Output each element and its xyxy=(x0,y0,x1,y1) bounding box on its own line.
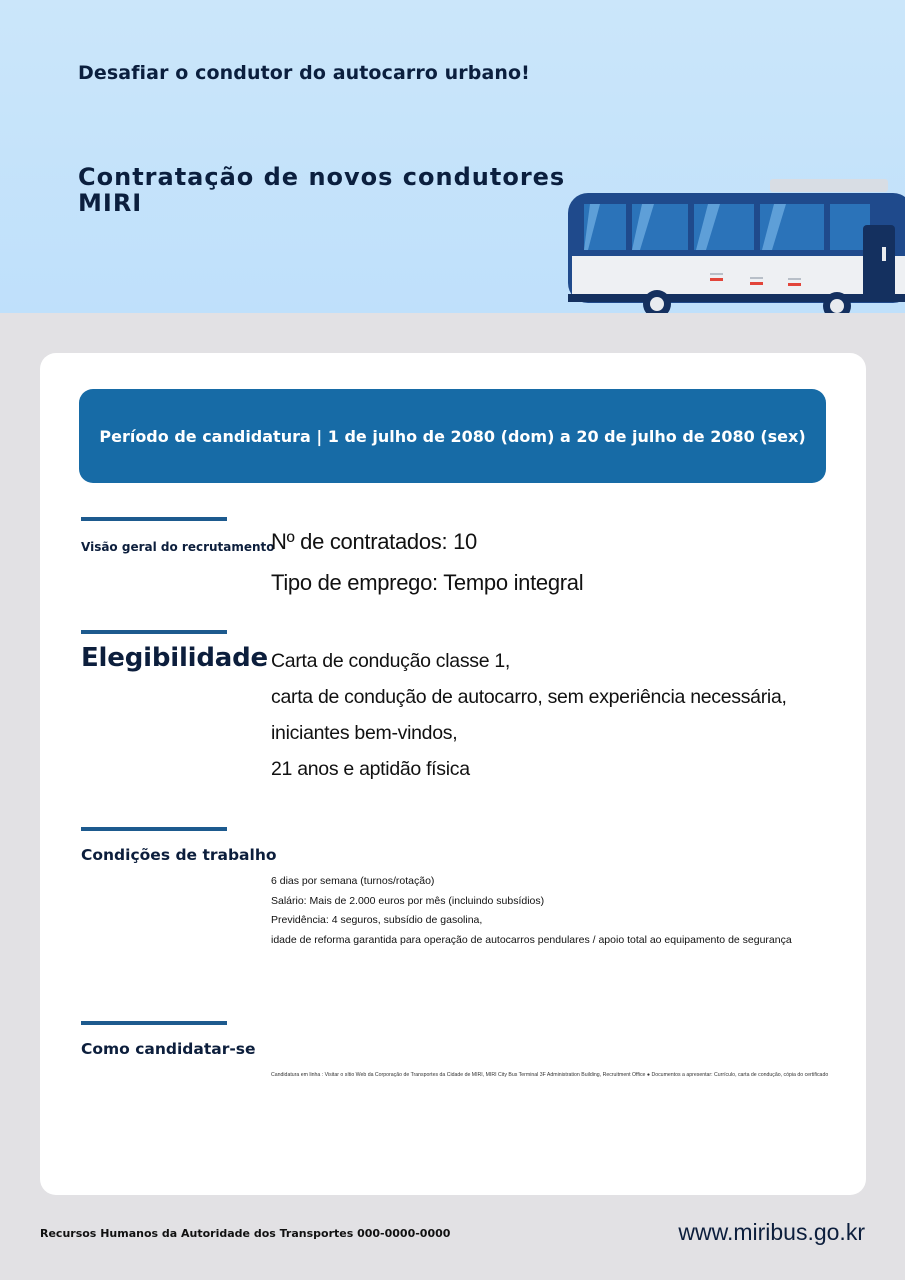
list-item: 6 dias por semana (turnos/rotação) xyxy=(271,875,435,887)
website-url: www.miribus.go.kr xyxy=(678,1219,865,1245)
hero-tagline: Desafiar o condutor do autocarro urbano! xyxy=(78,62,530,84)
section-divider xyxy=(81,1021,227,1025)
list-item: idade de reforma garantida para operação de autocarros pendulares / apoio total ao equipamento de segurança xyxy=(271,933,792,946)
list-item: Candidatura em linha : Visitar o sítio Web da Corporação de Transportes da Cidade de MIRI, MIRI City Bus Terminal 3F Administration Building, Recruitment Office ● Documentos a apresentar: Currículo, carta de condução, cópia do certificado xyxy=(271,1072,829,1078)
bus-roof-unit xyxy=(770,179,888,192)
list-item: Salário: Mais de 2.000 euros por mês (incluindo subsídios) xyxy=(271,894,545,907)
how-to-apply-list xyxy=(271,1071,828,1079)
section-divider xyxy=(81,517,227,521)
bus-lower-panel xyxy=(572,256,905,300)
list-item: Tipo de emprego: Tempo integral xyxy=(271,570,584,595)
bus-illustration xyxy=(560,172,905,313)
bus-hubcap-rear xyxy=(830,299,844,313)
recruitment-overview-heading: Visão geral do recrutamento xyxy=(81,540,275,554)
bus-vent xyxy=(710,278,723,281)
list-item: Nº de contratados: 10 xyxy=(271,529,477,554)
bus-vent-cap xyxy=(710,273,723,275)
application-period-banner: Período de candidatura | 1 de julho de 2080 (dom) a 20 de julho de 2080 (sex) xyxy=(79,389,826,483)
bus-vent-cap xyxy=(788,278,801,280)
bus-hubcap-front xyxy=(650,297,664,311)
how-to-apply-heading: Como candidatar-se xyxy=(81,1040,256,1058)
page-title: Contratação de novos condutores MIRI xyxy=(78,163,566,217)
bus-vent-cap xyxy=(750,277,763,279)
list-item: Carta de condução classe 1, xyxy=(271,650,511,672)
list-item: carta de condução de autocarro, sem experiência necessária, xyxy=(271,686,787,708)
bus-vent xyxy=(788,283,801,286)
working-conditions-list xyxy=(271,872,792,950)
list-item: 21 anos e aptidão física xyxy=(271,758,470,780)
working-conditions-heading: Condições de trabalho xyxy=(81,846,277,864)
bus-vent xyxy=(750,282,763,285)
info-card xyxy=(40,353,866,1195)
contact-info: Recursos Humanos da Autoridade dos Transportes 000-0000-0000 xyxy=(40,1227,451,1240)
section-divider xyxy=(81,827,227,831)
section-divider xyxy=(81,630,227,634)
recruitment-overview-list xyxy=(271,521,583,603)
list-item: iniciantes bem-vindos, xyxy=(271,722,458,744)
hero-banner xyxy=(0,0,905,313)
eligibility-heading: Elegibilidade xyxy=(81,643,268,673)
bus-door xyxy=(863,225,895,301)
eligibility-list xyxy=(271,643,787,787)
bus-bumper xyxy=(568,294,905,302)
list-item: Previdência: 4 seguros, subsídio de gasolina, xyxy=(271,914,483,926)
bus-door-frame xyxy=(882,247,886,261)
